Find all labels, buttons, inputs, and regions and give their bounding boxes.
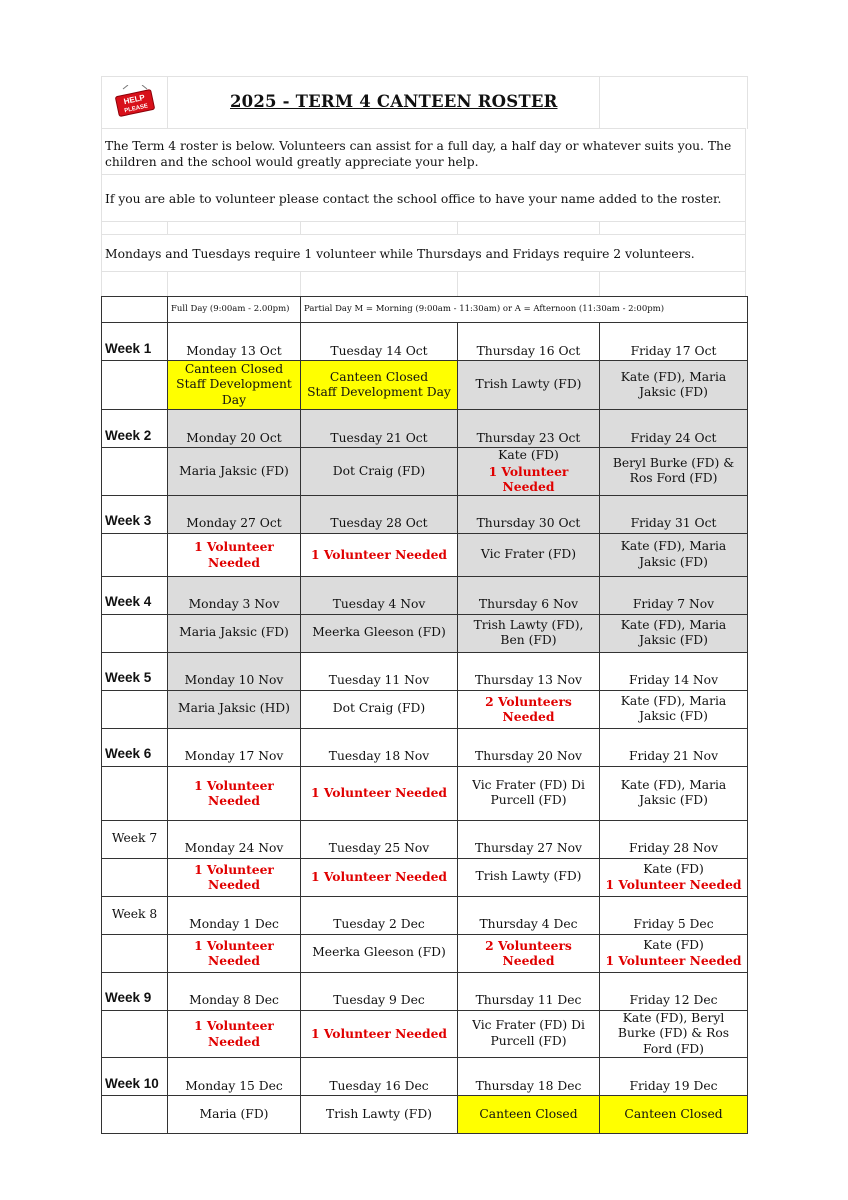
legend-row (102, 297, 748, 323)
volunteer-name-text: Maria Jaksic (FD) (179, 625, 289, 640)
volunteer-name-text: Meerka Gleeson (FD) (312, 625, 446, 640)
week-empty-cell (102, 361, 168, 410)
volunteer-name-text: Vic Frater (FD) (480, 546, 577, 561)
roster-table (101, 296, 748, 1134)
day-date-cell: Thursday 23 Oct (458, 410, 600, 448)
volunteer-needed-text: 1 Volunteer Needed (311, 869, 447, 885)
volunteer-name-text: Kate (FD), Maria Jaksic (FD) (620, 539, 727, 569)
week-volunteer-row (102, 614, 748, 652)
volunteer-name-text: Canteen Closed (329, 369, 429, 384)
legend-partial-day: Partial Day M = Morning (9:00am - 11:30am) or A = Afternoon (11:30am - 2:00pm) (301, 297, 748, 323)
volunteer-cell (600, 858, 748, 896)
week-label: Week 4 (102, 576, 168, 614)
volunteer-name-text: Kate (FD), Beryl Burke (FD) & Ros Ford (FD) (617, 1010, 730, 1056)
day-date-cell: Tuesday 14 Oct (301, 323, 458, 361)
volunteer-cell (458, 858, 600, 896)
volunteer-cell (168, 614, 301, 652)
help-please-sign-icon (114, 85, 156, 119)
volunteer-cell (168, 448, 301, 496)
logo-text-help: HELP (122, 92, 146, 107)
volunteer-name-text: Dot Craig (FD) (332, 463, 426, 478)
week-volunteer-row (102, 934, 748, 972)
page-title: 2025 - TERM 4 CANTEEN ROSTER (230, 92, 558, 111)
week-label: Week 3 (102, 495, 168, 533)
week-day-row (102, 576, 748, 614)
day-date-cell: Thursday 27 Nov (458, 820, 600, 858)
day-date-cell: Tuesday 9 Dec (301, 972, 458, 1010)
volunteer-cell (168, 533, 301, 576)
volunteer-needed-text: 1 Volunteer Needed (311, 546, 447, 562)
day-date-cell: Thursday 16 Oct (458, 323, 600, 361)
day-date-cell: Monday 24 Nov (168, 820, 301, 858)
volunteer-needed-text: 1 Volunteer Needed (311, 785, 447, 801)
week-day-row (102, 728, 748, 766)
day-date-cell: Tuesday 18 Nov (301, 728, 458, 766)
volunteer-cell (458, 1096, 600, 1134)
volunteer-cell (301, 361, 458, 410)
volunteer-needed-text: 1 Volunteer Needed (488, 463, 569, 494)
week-label: Week 9 (102, 972, 168, 1010)
volunteer-needed-text: 1 Volunteer Needed (605, 953, 742, 968)
volunteer-name-text: Staff Development Day (307, 385, 451, 399)
volunteer-name-text: Kate (FD) (643, 937, 704, 952)
volunteer-needed-text: 1 Volunteer Needed (194, 777, 274, 808)
week-volunteer-row (102, 361, 748, 410)
day-date-cell: Friday 12 Dec (600, 972, 748, 1010)
volunteer-needed-text: 2 Volunteers Needed (485, 937, 572, 968)
volunteer-needed-text: 2 Volunteers Needed (485, 693, 572, 724)
volunteer-cell (168, 1010, 301, 1058)
week-label: Week 1 (102, 323, 168, 361)
volunteer-cell (301, 448, 458, 496)
volunteer-needed-text: 1 Volunteer Needed (194, 539, 274, 570)
volunteer-cell (600, 533, 748, 576)
volunteer-cell (301, 1010, 458, 1058)
day-date-cell: Friday 5 Dec (600, 896, 748, 934)
week-empty-cell (102, 690, 168, 728)
week-empty-cell (102, 934, 168, 972)
volunteer-cell (168, 766, 301, 820)
day-date-cell: Friday 17 Oct (600, 323, 748, 361)
volunteer-cell (458, 533, 600, 576)
day-date-cell: Monday 10 Nov (168, 652, 301, 690)
volunteer-cell (168, 934, 301, 972)
week-volunteer-row (102, 448, 748, 496)
volunteer-cell (600, 1096, 748, 1134)
volunteer-name-text: Canteen Closed (184, 361, 284, 376)
volunteer-name-text: Trish Lawty (FD), Ben (FD) (473, 617, 584, 647)
volunteer-cell (168, 361, 301, 410)
day-date-cell: Friday 21 Nov (600, 728, 748, 766)
day-date-cell: Thursday 20 Nov (458, 728, 600, 766)
volunteer-name-text: Vic Frater (FD) Di Purcell (FD) (472, 1018, 585, 1048)
day-date-cell: Monday 15 Dec (168, 1058, 301, 1096)
day-date-cell: Friday 14 Nov (600, 652, 748, 690)
volunteer-cell (600, 1010, 748, 1058)
day-date-cell: Monday 27 Oct (168, 495, 301, 533)
volunteer-cell (458, 448, 600, 496)
volunteer-cell (458, 614, 600, 652)
week-day-row (102, 896, 748, 934)
volunteer-name-text: Kate (FD), Maria Jaksic (FD) (620, 369, 727, 399)
week-day-row (102, 820, 748, 858)
volunteer-cell (301, 614, 458, 652)
volunteer-cell (301, 533, 458, 576)
logo-text-please: PLEASE (123, 103, 149, 115)
volunteer-name-text: Dot Craig (FD) (332, 701, 426, 716)
intro-paragraph-1: The Term 4 roster is below. Volunteers can assist for a full day, a half day or whatever suits you. The children and the school would greatly appreciate your help. (101, 128, 746, 175)
week-day-row (102, 652, 748, 690)
week-label: Week 6 (102, 728, 168, 766)
week-volunteer-row (102, 533, 748, 576)
day-date-cell: Thursday 6 Nov (458, 576, 600, 614)
day-date-cell: Thursday 11 Dec (458, 972, 600, 1010)
day-date-cell: Tuesday 4 Nov (301, 576, 458, 614)
week-empty-cell (102, 858, 168, 896)
spacer-row (101, 271, 746, 297)
volunteer-name-text: Meerka Gleeson (FD) (312, 945, 446, 960)
volunteer-cell (600, 934, 748, 972)
day-date-cell: Thursday 30 Oct (458, 495, 600, 533)
week-volunteer-row (102, 1096, 748, 1134)
volunteer-cell (168, 1096, 301, 1134)
day-date-cell: Tuesday 11 Nov (301, 652, 458, 690)
week-label: Week 8 (102, 896, 168, 934)
week-volunteer-row (102, 690, 748, 728)
volunteer-cell (600, 614, 748, 652)
week-day-row (102, 323, 748, 361)
volunteer-needed-text: 1 Volunteer Needed (311, 1026, 447, 1041)
volunteer-needed-text: 1 Volunteer Needed (194, 1018, 274, 1049)
week-day-row (102, 1058, 748, 1096)
day-date-cell: Monday 8 Dec (168, 972, 301, 1010)
volunteer-cell (301, 766, 458, 820)
volunteer-name-text: Maria (FD) (199, 1106, 269, 1121)
volunteer-cell (301, 934, 458, 972)
intro-paragraph-2: If you are able to volunteer please contact the school office to have your name added to the roster. (101, 174, 746, 222)
volunteer-cell (600, 690, 748, 728)
volunteer-name-text: Canteen Closed (624, 1106, 723, 1121)
volunteer-cell (458, 934, 600, 972)
day-date-cell: Tuesday 16 Dec (301, 1058, 458, 1096)
day-date-cell: Thursday 18 Dec (458, 1058, 600, 1096)
volunteer-cell (301, 1096, 458, 1134)
intro-paragraph-3: Mondays and Tuesdays require 1 volunteer while Thursdays and Fridays require 2 volunteers. (101, 234, 746, 272)
week-day-row (102, 972, 748, 1010)
week-label: Week 10 (102, 1058, 168, 1096)
volunteer-name-text: Canteen Closed (479, 1106, 578, 1121)
day-date-cell: Friday 19 Dec (600, 1058, 748, 1096)
roster-header (101, 76, 748, 129)
volunteer-cell (458, 361, 600, 410)
volunteer-cell (458, 1010, 600, 1058)
spacer-row (101, 221, 746, 235)
day-date-cell: Thursday 4 Dec (458, 896, 600, 934)
volunteer-needed-text: 1 Volunteer Needed (194, 861, 274, 892)
week-empty-cell (102, 533, 168, 576)
day-date-cell: Thursday 13 Nov (458, 652, 600, 690)
volunteer-cell (600, 766, 748, 820)
day-date-cell: Monday 20 Oct (168, 410, 301, 448)
volunteer-cell (168, 858, 301, 896)
volunteer-cell (458, 690, 600, 728)
week-day-row (102, 495, 748, 533)
week-empty-cell (102, 448, 168, 496)
week-volunteer-row (102, 1010, 748, 1058)
volunteer-cell (600, 361, 748, 410)
week-empty-cell (102, 614, 168, 652)
week-volunteer-row (102, 766, 748, 820)
day-date-cell: Tuesday 28 Oct (301, 495, 458, 533)
volunteer-name-text: Trish Lawty (FD) (326, 1106, 432, 1121)
day-date-cell: Tuesday 2 Dec (301, 896, 458, 934)
volunteer-cell (168, 690, 301, 728)
day-date-cell: Friday 31 Oct (600, 495, 748, 533)
legend-empty-cell (102, 297, 168, 323)
volunteer-needed-text: 1 Volunteer Needed (194, 937, 274, 968)
day-date-cell: Tuesday 21 Oct (301, 410, 458, 448)
volunteer-cell (458, 766, 600, 820)
legend-full-day: Full Day (9:00am - 2.00pm) (168, 297, 301, 323)
volunteer-name-text: Kate (FD) (498, 448, 559, 462)
volunteer-name-text: Staff Development Day (176, 377, 292, 407)
volunteer-cell (600, 448, 748, 496)
volunteer-name-text: Vic Frater (FD) Di Purcell (FD) (472, 777, 585, 807)
volunteer-name-text: Kate (FD), Maria Jaksic (FD) (620, 617, 727, 647)
week-volunteer-row (102, 858, 748, 896)
week-day-row (102, 410, 748, 448)
volunteer-name-text: Kate (FD), Maria Jaksic (FD) (620, 777, 727, 807)
volunteer-name-text: Beryl Burke (FD) & Ros Ford (FD) (612, 455, 735, 486)
volunteer-cell (301, 690, 458, 728)
week-empty-cell (102, 1010, 168, 1058)
day-date-cell: Friday 28 Nov (600, 820, 748, 858)
week-empty-cell (102, 1096, 168, 1134)
volunteer-name-text: Kate (FD), Maria Jaksic (FD) (620, 693, 727, 723)
week-label: Week 7 (102, 820, 168, 858)
volunteer-name-text: Trish Lawty (FD) (475, 869, 582, 884)
week-label: Week 5 (102, 652, 168, 690)
volunteer-name-text: Trish Lawty (FD) (475, 377, 582, 392)
day-date-cell: Monday 1 Dec (168, 896, 301, 934)
week-empty-cell (102, 766, 168, 820)
day-date-cell: Friday 24 Oct (600, 410, 748, 448)
volunteer-name-text: Maria Jaksic (HD) (178, 701, 290, 716)
day-date-cell: Friday 7 Nov (600, 576, 748, 614)
day-date-cell: Monday 13 Oct (168, 323, 301, 361)
volunteer-name-text: Maria Jaksic (FD) (179, 463, 289, 478)
day-date-cell: Monday 17 Nov (168, 728, 301, 766)
volunteer-needed-text: 1 Volunteer Needed (605, 877, 742, 892)
volunteer-cell (301, 858, 458, 896)
day-date-cell: Tuesday 25 Nov (301, 820, 458, 858)
day-date-cell: Monday 3 Nov (168, 576, 301, 614)
week-label: Week 2 (102, 410, 168, 448)
volunteer-name-text: Kate (FD) (643, 861, 704, 876)
